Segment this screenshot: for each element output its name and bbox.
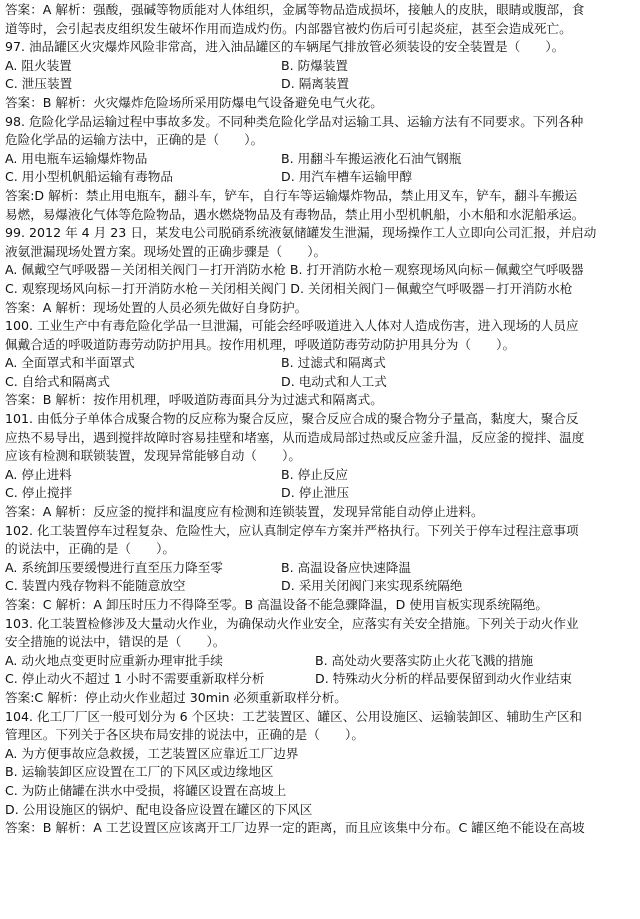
option-a: A. 为方便事故应急救援，工艺装置区应靠近工厂边界 — [5, 745, 299, 761]
option-b: B. 停止反应 — [281, 466, 349, 482]
option-a: A. 阻火装置 — [5, 57, 72, 73]
answer-100: 答案：B 解析：按作用机理，呼吸道防毒面具分为过滤式和隔离式。 — [5, 392, 383, 408]
answer-98-cont: 易燃，易爆液化气体等危险物品，遇水燃烧物品及有毒物品，禁止用小型机帆船，小木船和水泥船承运。 — [5, 206, 585, 222]
option-a: A. 系统卸压要缓慢进行直至压力降至零 — [5, 559, 223, 575]
option-c: C. 停止搅拌 — [5, 485, 73, 501]
question-103: 103. 化工装置检修涉及大量动火作业，为确保动火作业安全，应落实有关安全措施。下列关于动火作业 — [5, 615, 579, 631]
option-d: D. 特殊动火分析的样品要保留到动火作业结束 — [315, 671, 572, 687]
question-101-cont: 应热不易导出，遇到搅拌故障时容易挂壁和堵塞，从而造成局部过热或反应釜升温，反应釜的搅拌、温度 — [5, 429, 585, 445]
option-b: B. 运输装卸区应设置在工厂的下风区或边缘地区 — [5, 764, 274, 780]
question-104: 104. 化工厂厂区一般可划分为 6 个区块：工艺装置区、罐区、公用设施区、运输装卸区、辅助生产区和 — [5, 708, 583, 724]
question-100: 100. 工业生产中有毒危险化学品一旦泄漏，可能会经呼吸道进入人体对人造成伤害，进入现场的人员应 — [5, 318, 579, 334]
option-b: B. 高温设备应快速降温 — [281, 559, 411, 575]
question-99-cont: 液氨泄漏现场处置方案。现场处置的正确步骤是（ ）。 — [5, 243, 327, 259]
option-c: C. 停止动火不超过 1 小时不需要重新取样分析 — [5, 671, 265, 687]
answer-99: 答案：A 解析：现场处置的人员必须先做好自身防护。 — [5, 299, 308, 315]
option-c: C. 装置内残存物料不能随意放空 — [5, 578, 186, 594]
question-97: 97. 油品罐区火灾爆炸风险非常高，进入油品罐区的车辆尾气排放管必须装设的安全装置是（ ）。 — [5, 39, 565, 55]
question-98: 98. 危险化学品运输过程中事故多发。不同种类危险化学品对运输工具、运输方法有不同要求。下列各种 — [5, 113, 584, 129]
option-a: A. 动火地点变更时应重新办理审批手续 — [5, 652, 223, 668]
option-b: B. 用翻斗车搬运液化石油气钢瓶 — [281, 150, 462, 166]
option-c: C. 泄压装置 — [5, 76, 73, 92]
options-row — [5, 484, 636, 503]
option-a: A. 全面罩式和半面罩式 — [5, 355, 135, 371]
options-row — [5, 373, 636, 392]
question-100-cont: 佩戴合适的呼吸道防毒劳动防护用具。按作用机理，呼吸道防毒劳动防护用具分为（ ）。 — [5, 336, 516, 352]
option-c: C. 为防止储罐在洪水中受损，将罐区设置在高坡上 — [5, 782, 287, 798]
question-98-cont: 危险化学品的运输方法中，正确的是（ ）。 — [5, 132, 264, 148]
options-row — [5, 577, 636, 596]
option-d: D. 采用关闭阀门来实现系统隔绝 — [281, 578, 463, 594]
answer-98: 答案:D 解析：禁止用电瓶车，翻斗车，铲车，自行车等运输爆炸物品，禁止用叉车，铲车，翻斗车搬运 — [5, 187, 578, 203]
options-row — [5, 466, 636, 485]
question-102: 102. 化工装置停车过程复杂、危险性大，应认真制定停车方案并严格执行。下列关于停车过程注意事项 — [5, 522, 579, 538]
options-row — [5, 652, 636, 671]
option-b: B. 过滤式和隔离式 — [281, 355, 386, 371]
answer-103: 答案:C 解析：停止动火作业超过 30min 必须重新取样分析。 — [5, 689, 347, 705]
option-a: A. 停止进料 — [5, 466, 72, 482]
option-d: D. 停止泄压 — [281, 485, 350, 501]
option-d: D. 公用设施区的锅炉、配电设备应设置在罐区的下风区 — [5, 801, 313, 817]
options-row — [5, 75, 636, 94]
option-d: D. 隔离装置 — [281, 76, 350, 92]
option-c: C. 自给式和隔离式 — [5, 373, 110, 389]
options-row — [5, 354, 636, 373]
answer-96-cont: 道等时，会引起表皮组织发生破坏作用而造成灼伤。内部器官被灼伤后可引起炎症，甚至会造成死亡。 — [5, 20, 572, 36]
options-row — [5, 168, 636, 187]
option-b: B. 防爆装置 — [281, 57, 349, 73]
question-103-cont: 安全措施的说法中，错误的是（ ）。 — [5, 634, 226, 650]
option-d: D. 电动式和人工式 — [281, 373, 387, 389]
options-row — [5, 670, 636, 689]
question-102-cont: 的说法中，正确的是（ ）。 — [5, 541, 176, 557]
answer-104: 答案：B 解析：A 工艺设置区应该离开工厂边界一定的距离，而且应该集中分布。C 罐区绝不能设在高坡 — [5, 820, 585, 836]
question-101: 101. 由低分子单体合成聚合物的反应称为聚合反应，聚合反应合成的聚合物分子量高，黏度大，聚合反 — [5, 411, 579, 427]
options-row — [5, 57, 636, 76]
answer-97: 答案：B 解析：火灾爆炸危险场所采用防爆电气设备避免电气火花。 — [5, 94, 383, 110]
options-ab: A. 佩戴空气呼吸器－关闭相关阀门－打开消防水枪 B. 打开消防水枪－观察现场风向标－佩戴空气呼吸器 — [5, 262, 584, 278]
options-row — [5, 150, 636, 169]
answer-102: 答案：C 解析：A 卸压时压力不得降至零。B 高温设备不能急骤降温，D 使用盲板实现系统隔绝。 — [5, 597, 548, 612]
options-row — [5, 559, 636, 578]
question-99: 99. 2012 年 4 月 23 日，某发电公司脱硝系统液氨储罐发生泄漏，现场操作工人立即向公司汇报，并启动 — [5, 225, 597, 241]
option-d: D. 用汽车槽车运输甲醇 — [281, 169, 413, 185]
option-b: B. 高处动火要落实防止火花飞溅的措施 — [315, 652, 534, 668]
option-c: C. 用小型机帆船运输有毒物品 — [5, 169, 173, 185]
question-101-cont: 应该有检测和联锁装置，发现异常能够自动（ ）。 — [5, 448, 301, 464]
question-104-cont: 管理区。下列关于各区块布局安排的说法中，正确的是（ ）。 — [5, 727, 364, 743]
option-a: A. 用电瓶车运输爆炸物品 — [5, 150, 148, 166]
answer-101: 答案：A 解析：反应釜的搅拌和温度应有检测和连锁装置，发现异常能自动停止进料。 — [5, 504, 484, 520]
answer-96: 答案：A 解析：强酸，强碱等物质能对人体组织，金属等物品造成损坏，接触人的皮肤，眼睛或腹部，食 — [5, 2, 585, 17]
options-cd: C. 观察现场风向标－打开消防水枪－关闭相关阀门 D. 关闭相关阀门－佩戴空气呼吸器－打开消防水枪 — [5, 280, 573, 296]
